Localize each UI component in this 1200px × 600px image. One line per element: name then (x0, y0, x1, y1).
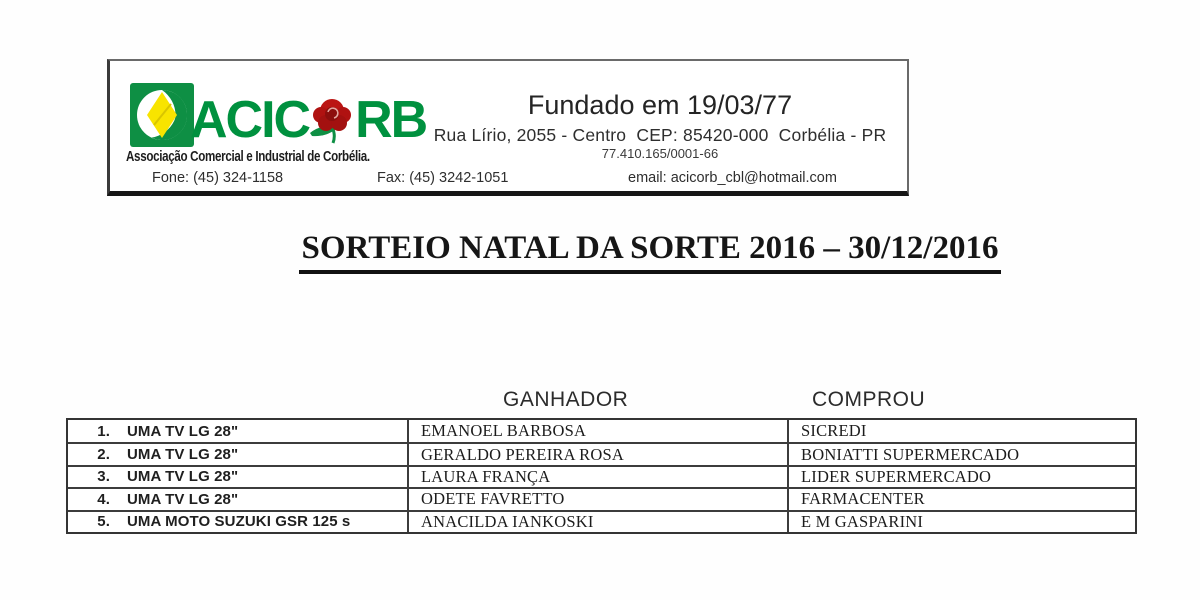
rose-flower-icon (306, 93, 358, 145)
table-row-winner: GERALDO PEREIRA ROSA (407, 442, 787, 464)
table-row-store: FARMACENTER (787, 487, 1135, 509)
column-header-winner: GANHADOR (503, 388, 629, 411)
table-row-prize (68, 420, 407, 442)
contact-row (110, 170, 907, 188)
logo-text-right: RB (355, 91, 427, 149)
table-row-store: SICREDI (787, 420, 1135, 442)
acicorb-pinwheel-icon (130, 83, 194, 147)
logo-wordmark (190, 93, 426, 147)
letterhead-box (107, 59, 909, 196)
prize-label: UMA TV LG 28" (127, 446, 239, 464)
cnpj-number: 77.410.165/0001-66 (601, 146, 719, 161)
table-row-store: E M GASPARINI (787, 510, 1135, 532)
page-title: SORTEIO NATAL DA SORTE 2016 – 30/12/2016 (299, 230, 1002, 274)
phone-number: Fone: (45) 324-1158 (152, 170, 284, 186)
founded-line: Fundado em 19/03/77 (527, 90, 793, 120)
row-number: 5. (97, 513, 110, 531)
logo-text-left: ACIC (190, 91, 310, 149)
email-address: email: acicorb_cbl@hotmail.com (628, 170, 837, 186)
table-row-prize (68, 487, 407, 509)
table-row-prize (68, 465, 407, 487)
column-header-bought: COMPROU (812, 388, 926, 411)
table-row-winner: ANACILDA IANKOSKI (407, 510, 787, 532)
fax-number: Fax: (45) 3242-1051 (377, 170, 509, 186)
row-number: 3. (97, 468, 110, 486)
table-row-prize (68, 510, 407, 532)
table-row-prize (68, 442, 407, 464)
table-row-store: LIDER SUPERMERCADO (787, 465, 1135, 487)
association-subtitle: Associação Comercial e Industrial de Corbélia. (126, 149, 370, 165)
prize-label: UMA TV LG 28" (127, 422, 239, 440)
results-table (66, 418, 1137, 534)
table-row-winner: EMANOEL BARBOSA (407, 420, 787, 442)
prize-label: UMA TV LG 28" (127, 468, 239, 486)
row-number: 2. (97, 446, 110, 464)
prize-label: UMA TV LG 28" (127, 490, 239, 508)
row-number: 1. (97, 422, 110, 440)
table-row-winner: ODETE FAVRETTO (407, 487, 787, 509)
letterhead-info (415, 91, 905, 161)
address-line: Rua Lírio, 2055 - Centro CEP: 85420-000 Corbélia - PR (433, 125, 887, 145)
prize-label: UMA MOTO SUZUKI GSR 125 s (127, 513, 351, 531)
title-row (100, 230, 1200, 274)
table-row-store: BONIATTI SUPERMERCADO (787, 442, 1135, 464)
row-number: 4. (97, 490, 110, 508)
table-row-winner: LAURA FRANÇA (407, 465, 787, 487)
